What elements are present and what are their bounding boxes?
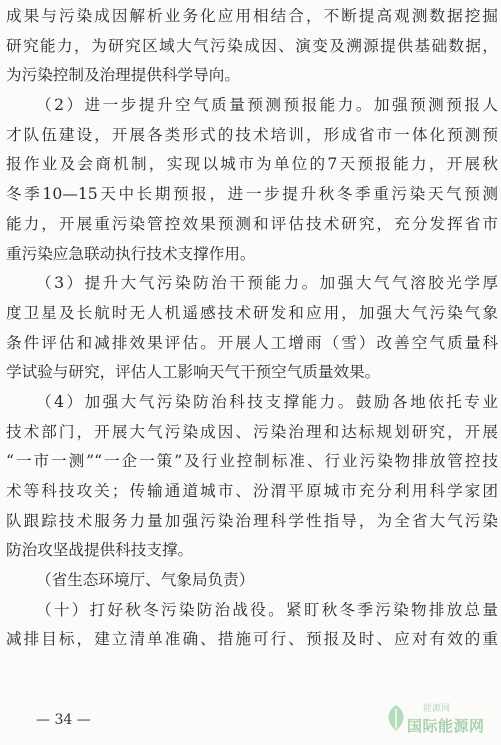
text-line: 成果与污染成因解析业务化应用相结合，不断提高观测数据挖掘 — [6, 7, 498, 25]
body-text — [6, 2, 498, 655]
responsibility-note: （省生态环境厅、气象局负责） — [36, 571, 255, 590]
text-line: 技术部门，开展大气污染成因、污染治理和达标规划研究，开展 — [6, 422, 498, 441]
watermark-logo — [383, 701, 495, 735]
text-line: 重污染应急联动执行技术支撑作用。 — [6, 244, 256, 263]
paragraph-2-heading-line: （2）进一步提升空气质量预测预报能力。加强预测预报人 — [36, 96, 498, 115]
paragraph-4-heading-line: （4）加强大气污染防治科技支撑能力。鼓励各地依托专业 — [36, 392, 498, 411]
text-line: 能力，开展重污染管控效果预测和评估技术研究，充分发挥省市 — [6, 214, 498, 233]
text-line: 度卫星及长航时无人机遥感技术研发和应用，加强大气污染气象 — [6, 303, 498, 322]
paragraph-3-heading-line: （3）提升大气污染防治干预能力。加强大气气溶胶光学厚 — [36, 274, 498, 293]
leaf-icon — [383, 703, 409, 733]
section-10-heading-line: （十）打好秋冬污染防治战役。紧盯秋冬季污染物排放总量 — [36, 600, 498, 619]
watermark-text: 国际能源网 — [407, 718, 485, 735]
text-line: 学试验与研究，评估人工影响天气干预空气质量效果。 — [6, 363, 381, 382]
text-line: 队跟踪技术服务力量加强污染治理科学性指导，为全省大气污染 — [6, 511, 498, 530]
text-line: 术等科技攻关；传输通道城市、汾渭平原城市充分利用科学家团 — [6, 482, 498, 500]
text-line: 条件评估和减排效果评估。开展人工增雨（雪）改善空气质量科 — [6, 333, 498, 352]
text-line: 报作业及会商机制，实现以城市为单位的7天预报能力，开展秋 — [6, 155, 498, 174]
text-line: 才队伍建设，开展各类形式的技术培训，形成省市一体化预测预 — [6, 125, 498, 144]
text-line: 研究能力，为研究区域大气污染成因、演变及溯源提供基础数据， — [6, 36, 498, 55]
text-line: 冬季10—15天中长期预报，进一步提升秋冬季重污染天气预测 — [6, 185, 498, 204]
page-number: — 34 — — [36, 712, 91, 728]
text-line: 防治攻坚战提供科技支撑。 — [6, 541, 194, 560]
watermark-subtext: 能源网 — [423, 703, 451, 713]
text-line: 为污染控制及治理提供科学导向。 — [6, 66, 240, 85]
text-line: “一市一测”“一企一策”及行业控制标准、行业污染物排放管控技 — [6, 452, 498, 471]
text-line: 减排目标，建立清单准确、措施可行、预报及时、应对有效的重 — [6, 630, 498, 649]
